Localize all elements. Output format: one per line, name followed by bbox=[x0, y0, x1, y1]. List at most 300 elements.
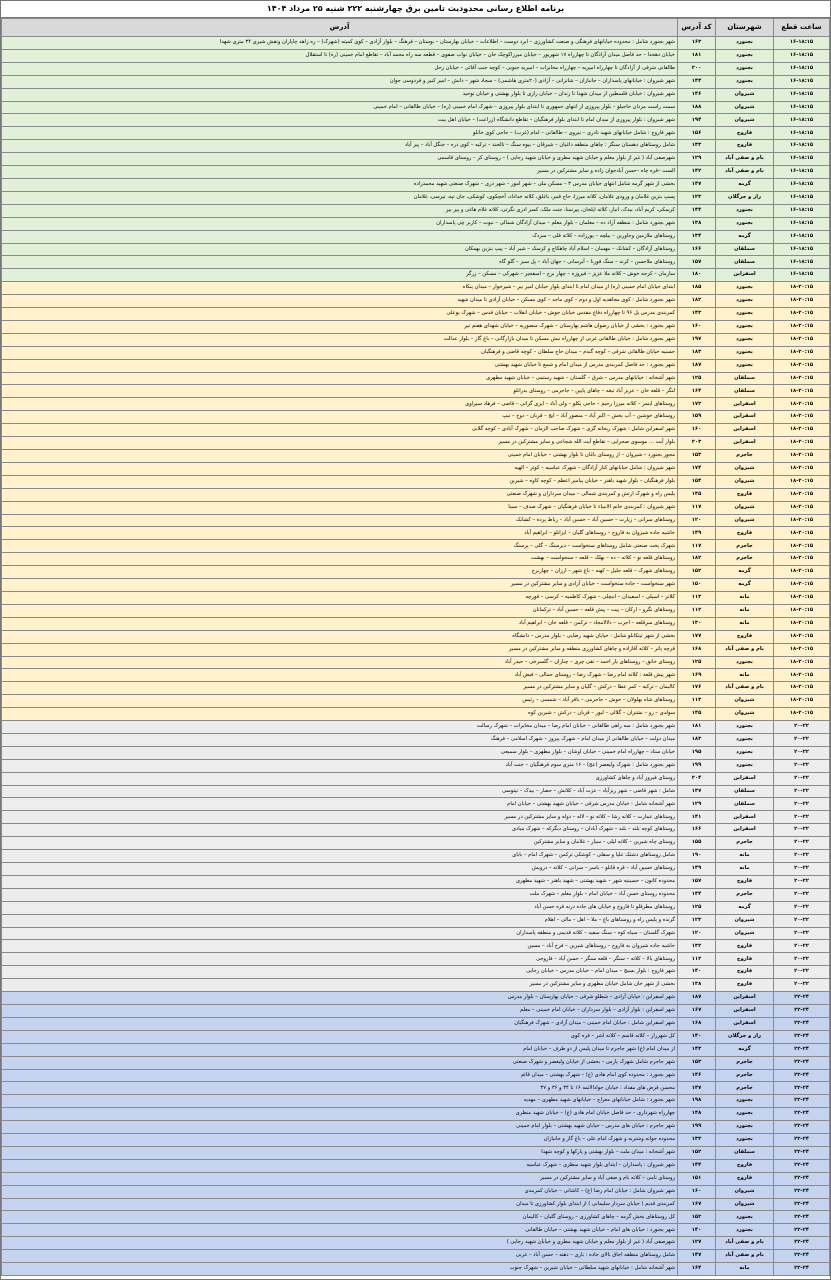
table-row bbox=[2, 617, 830, 630]
address-code: ۱۵۰ bbox=[678, 579, 716, 592]
city-name: سملقان bbox=[716, 798, 774, 811]
table-row bbox=[2, 153, 830, 166]
table-row bbox=[2, 437, 830, 450]
city-name: بجنورد bbox=[716, 1095, 774, 1108]
outage-time: ۲۰-۲۲ bbox=[774, 824, 830, 837]
outage-time: ۱۸-۲۰:۱۵ bbox=[774, 579, 830, 592]
address-text: بخشی از شهر خان شامل خیابان مطهری و سایر مشترکین در مسیر bbox=[2, 979, 678, 992]
table-row bbox=[2, 527, 830, 540]
address-code: ۱۶۴ bbox=[678, 1263, 716, 1276]
city-name: سملقان bbox=[716, 385, 774, 398]
table-row bbox=[2, 1185, 830, 1198]
outage-time: ۱۸-۲۰:۱۵ bbox=[774, 656, 830, 669]
address-code: ۱۳۳ bbox=[678, 1134, 716, 1147]
address-text: شهر فاروج : بلوار بسیج – میدان امام – خیابان مدرس – خیابان رجایی bbox=[2, 966, 678, 979]
table-row bbox=[2, 656, 830, 669]
address-code: ۱۴۴ bbox=[678, 888, 716, 901]
address-text: ابتدای خیابان امام خمینی (ره) از میدان امام تا ابتدای بلوار خیابان امیر بیر – شیرخوار – میدان پنکاه bbox=[2, 282, 678, 295]
outage-time: ۲۲-۲۴ bbox=[774, 1237, 830, 1250]
address-code: ۱۱۷ bbox=[678, 501, 716, 514]
address-code: ۲۰۳ bbox=[678, 437, 716, 450]
table-row bbox=[2, 785, 830, 798]
table-row bbox=[2, 1004, 830, 1017]
outage-time: ۱۶-۱۸:۱۵ bbox=[774, 204, 830, 217]
city-name: فاروج bbox=[716, 966, 774, 979]
table-row bbox=[2, 953, 830, 966]
table-row bbox=[2, 217, 830, 230]
city-name: بجنورد bbox=[716, 359, 774, 372]
outage-time: ۱۸-۲۰:۱۵ bbox=[774, 501, 830, 514]
address-code: ۱۹۹ bbox=[678, 1121, 716, 1134]
city-name: بجنورد bbox=[716, 1108, 774, 1121]
outage-time: ۱۸-۲۰:۱۵ bbox=[774, 462, 830, 475]
outage-time: ۱۸-۲۰:۱۵ bbox=[774, 514, 830, 527]
city-name: مانه bbox=[716, 591, 774, 604]
address-text: روستاهای شهرک – قلعه جلیل – کهنه – باغ شهر – ارزان – چهاربرج bbox=[2, 566, 678, 579]
table-row bbox=[2, 992, 830, 1005]
city-name: بجنورد bbox=[716, 308, 774, 321]
address-code: ۱۸۷ bbox=[678, 992, 716, 1005]
outage-time: ۱۶-۱۸:۱۵ bbox=[774, 62, 830, 75]
table-row bbox=[2, 230, 830, 243]
outage-time: ۲۲-۲۴ bbox=[774, 1263, 830, 1276]
address-text: شهر اسفراین : خیابان آزادی – شطلو شرقی – خیابان بهارستان – بلوار مدرس bbox=[2, 992, 678, 1005]
address-code: ۱۹۷ bbox=[678, 333, 716, 346]
outage-time: ۲۰-۲۲ bbox=[774, 953, 830, 966]
address-code: ۱۴۴ bbox=[678, 204, 716, 217]
city-name: گرمه bbox=[716, 230, 774, 243]
table-row bbox=[2, 604, 830, 617]
outage-time: ۱۸-۲۰:۱۵ bbox=[774, 308, 830, 321]
address-text: بخشی از شهر تیتکانلو شامل : خیابان شهید رضایی – بلوار مدرس – دانشگاه bbox=[2, 630, 678, 643]
city-name: شیروان bbox=[716, 708, 774, 721]
table-row bbox=[2, 669, 830, 682]
address-code: ۱۲۰ bbox=[678, 514, 716, 527]
address-text: کل شهرراز – کلاته قاسم – کلاته اشر – قره کوی bbox=[2, 1030, 678, 1043]
city-name: جاجرم bbox=[716, 553, 774, 566]
address-code: ۱۶۰ bbox=[678, 320, 716, 333]
city-name: شیروان bbox=[716, 114, 774, 127]
city-name: بجنورد bbox=[716, 746, 774, 759]
outage-table bbox=[1, 18, 830, 1276]
city-name: سملقان bbox=[716, 372, 774, 385]
city-name: بام و صفی آباد bbox=[716, 1237, 774, 1250]
city-name: شیروان bbox=[716, 695, 774, 708]
table-row bbox=[2, 1056, 830, 1069]
outage-time: ۱۸-۲۰:۱۵ bbox=[774, 346, 830, 359]
table-row bbox=[2, 553, 830, 566]
table-row bbox=[2, 424, 830, 437]
address-code: ۲۰۴ bbox=[678, 772, 716, 785]
outage-time: ۲۲-۲۴ bbox=[774, 1108, 830, 1121]
outage-time: ۱۸-۲۰:۱۵ bbox=[774, 669, 830, 682]
address-text: پسپ بنزین غلامان و ورودی غلامان، کلاته میرزا، حاج قنبر، باغلق، کلاته خداداد، آخچکوی، کوشکی، جان تپه، تیرسی، غلامان bbox=[2, 191, 678, 204]
address-text: سولدی – زو – نشتران – گلالی – لیور – قربان – درکش – شیرین کوه bbox=[2, 708, 678, 721]
city-name: فاروج bbox=[716, 527, 774, 540]
table-row bbox=[2, 1017, 830, 1030]
city-name: بجنورد bbox=[716, 295, 774, 308]
outage-time: ۲۰-۲۲ bbox=[774, 772, 830, 785]
city-name: فاروج bbox=[716, 953, 774, 966]
outage-time: ۱۶-۱۸:۱۵ bbox=[774, 243, 830, 256]
address-text: روستاهای مطرقلو تا فاروج و خیابان های جاده درنه قره حسن آباد bbox=[2, 901, 678, 914]
address-text: روستاهای نگرو – ارکان – پیت – پیش قلعه – حسین آباد – ترکمانان bbox=[2, 604, 678, 617]
city-name: شیروان bbox=[716, 927, 774, 940]
address-text: الست –قره چاه –حسن آبادجوان زاده و سایر مشترکین در مسیر bbox=[2, 166, 678, 179]
address-text: شهر بجنورد : بخشی از خیابان رضوان هاشم بهارستان – شهرک منصوریه – خیابان شهدای هفتم تیر bbox=[2, 320, 678, 333]
address-code: ۱۴۷ bbox=[678, 1082, 716, 1095]
address-code: ۱۳۰ bbox=[678, 617, 716, 630]
outage-time: ۲۲-۲۴ bbox=[774, 1185, 830, 1198]
outage-time: ۱۸-۲۰:۱۵ bbox=[774, 630, 830, 643]
outage-time: ۱۸-۲۰:۱۵ bbox=[774, 591, 830, 604]
address-text: روستای نامی – کلاته بام و صفی آباد و سایر مشترکین در مسیر bbox=[2, 1172, 678, 1185]
address-text: طالقانی شرقی از آزادگان تا چهارراه امیریه – چهارراه مخابرات – امیریه جنوبی – کوچه جنب آقائی – خیابان زحل bbox=[2, 62, 678, 75]
address-text: خیابان ستاد – چهارراه امام خمینی – خیابان اوشان – بلوار مطهری – بلوار سمیعی bbox=[2, 746, 678, 759]
table-row bbox=[2, 269, 830, 282]
table-row bbox=[2, 1211, 830, 1224]
outage-time: ۲۲-۲۴ bbox=[774, 1043, 830, 1056]
address-code: ۱۶۰ bbox=[678, 1185, 716, 1198]
outage-time: ۲۲-۲۴ bbox=[774, 1224, 830, 1237]
address-text: شهرک گلستان – سیاه کوه – سنگ سفید – کلاته قدیمی و منطقه پاسداران bbox=[2, 927, 678, 940]
table-row bbox=[2, 540, 830, 553]
address-text: پلیس راه و شهرک ارتش و کمربندی شمالی – میدان سرداران و شهرک صنعتی bbox=[2, 488, 678, 501]
address-code: ۱۲۹ bbox=[678, 798, 716, 811]
city-name: گرمه bbox=[716, 566, 774, 579]
table-row bbox=[2, 927, 830, 940]
address-code: ۱۲۵ bbox=[678, 656, 716, 669]
address-code: ۱۹۸ bbox=[678, 1095, 716, 1108]
city-name: جاجرم bbox=[716, 450, 774, 463]
table-row bbox=[2, 759, 830, 772]
outage-time: ۱۸-۲۰:۱۵ bbox=[774, 604, 830, 617]
table-row bbox=[2, 346, 830, 359]
outage-time: ۱۸-۲۰:۱۵ bbox=[774, 333, 830, 346]
address-text: شهر شیروان : شامل خیابانهای کنار آزادگان – شهرک عباسیه – کوثر – الهیه bbox=[2, 462, 678, 475]
address-text: بلوار آبت ... موسوی صحرایی – تقاطع آیت الله شجاعی و سایر مشترکین در مسیر bbox=[2, 437, 678, 450]
table-row bbox=[2, 320, 830, 333]
outage-time: ۲۰-۲۲ bbox=[774, 888, 830, 901]
address-text: کالیمان – ترکیه – کمر عطا – درکش – گلیان و سایر مشترکین در مسیر bbox=[2, 682, 678, 695]
table-row bbox=[2, 850, 830, 863]
address-code: ۱۶۷ bbox=[678, 1004, 716, 1017]
table-row bbox=[2, 630, 830, 643]
table-row bbox=[2, 166, 830, 179]
address-text: شهر آشخانه شامل : خیابانهای شهید سلطانی – خیابان شیرین – شهرک جنوب bbox=[2, 1263, 678, 1276]
address-code: ۱۹۹ bbox=[678, 759, 716, 772]
city-name: سملقان bbox=[716, 785, 774, 798]
address-text: حاشیه جاده شیروان به فاروج – روستاهای شیرین – فرخ آباد – مسین bbox=[2, 940, 678, 953]
outage-time: ۲۰-۲۲ bbox=[774, 863, 830, 876]
outage-time: ۱۸-۲۰:۱۵ bbox=[774, 643, 830, 656]
address-code: ۱۴۴ bbox=[678, 75, 716, 88]
address-code: ۱۹۵ bbox=[678, 746, 716, 759]
table-row bbox=[2, 746, 830, 759]
address-text: کلاتر – اسپلی – اسفیدان – انبچلی – شهرک کاظمیه – کرسی – قورچه bbox=[2, 591, 678, 604]
table-row bbox=[2, 979, 830, 992]
table-row bbox=[2, 37, 830, 50]
city-name: اسفراین bbox=[716, 411, 774, 424]
outage-time: ۱۸-۲۰:۱۵ bbox=[774, 424, 830, 437]
address-code: ۱۲۷ bbox=[678, 1237, 716, 1250]
address-text: محسن قرض های مقداد : خیابان جوادالائمه ۱۶ تا ۳۴ و ۳۶ و ۳۷ bbox=[2, 1082, 678, 1095]
address-text: شهر جاجرم : خیابان های مدرس – خیابان شهید بهشتی – بلوار امام خمینی bbox=[2, 1121, 678, 1134]
address-text: روستای فیروز آباد و چاهای کشاورزی bbox=[2, 772, 678, 785]
city-name: بجنورد bbox=[716, 1211, 774, 1224]
address-text: شهر شیروان : خیابانهای پاسداران – جانبازان – شانزانی – آزادی (۲۰متری هاشمی) – سجاد شهر – دانش – امیر کبیر و فردوسی جوان bbox=[2, 75, 678, 88]
table-row bbox=[2, 256, 830, 269]
address-code: ۱۸۷ bbox=[678, 359, 716, 372]
address-text: کمربندی مدرس پل ۹۶ تا چهارراه دفاع مقدس خیابان جوش – خیابان انقلاب – خیابان قدس – شهرک بوعلی bbox=[2, 308, 678, 321]
outage-time: ۱۶-۱۸:۱۵ bbox=[774, 49, 830, 62]
city-name: بام و صفی آباد bbox=[716, 643, 774, 656]
outage-time: ۱۶-۱۸:۱۵ bbox=[774, 101, 830, 114]
address-code: ۱۴۶ bbox=[678, 1069, 716, 1082]
outage-time: ۱۸-۲۰:۱۵ bbox=[774, 617, 830, 630]
outage-time: ۲۲-۲۴ bbox=[774, 1211, 830, 1224]
address-code: ۱۴۹ bbox=[678, 527, 716, 540]
table-row bbox=[2, 1134, 830, 1147]
address-code: ۱۵۹ bbox=[678, 411, 716, 424]
address-code: ۱۴۷ bbox=[678, 178, 716, 191]
address-code: ۱۹۰ bbox=[678, 850, 716, 863]
outage-time: ۱۶-۱۸:۱۵ bbox=[774, 230, 830, 243]
outage-time: ۲۲-۲۴ bbox=[774, 1069, 830, 1082]
city-name: مانه bbox=[716, 669, 774, 682]
outage-time: ۲۲-۲۴ bbox=[774, 1159, 830, 1172]
table-row bbox=[2, 1172, 830, 1185]
outage-time: ۱۸-۲۰:۱۵ bbox=[774, 488, 830, 501]
address-code: ۱۲۵ bbox=[678, 901, 716, 914]
address-text: میدان دولت – خیابان طالقانی از میدان امام – شهرک پیروز – شهرک اسلامی – فرهنگ bbox=[2, 733, 678, 746]
outage-time: ۱۸-۲۰:۱۵ bbox=[774, 295, 830, 308]
address-code: ۱۵۲ bbox=[678, 1146, 716, 1159]
table-row bbox=[2, 811, 830, 824]
address-text: روستاهای خوشین – آب بخش – اکبر آباد – منصور آباد – ایج – قربان – دوخ – تیپ bbox=[2, 411, 678, 424]
address-text: شهر بجنورد شامل : شهرک ولیعصر (عج) – ۱۶ متری سوم فرهنگیان – جنت آباد bbox=[2, 759, 678, 772]
table-row bbox=[2, 824, 830, 837]
address-text: شامل روستاهای منطقه اجاق بالای جاده : باری – دهنه – حسن آباد – غربی bbox=[2, 1250, 678, 1263]
table-row bbox=[2, 888, 830, 901]
city-name: شیروان bbox=[716, 1198, 774, 1211]
address-code: ۱۴۰ bbox=[678, 966, 716, 979]
city-name: فاروج bbox=[716, 488, 774, 501]
table-row bbox=[2, 682, 830, 695]
city-name: بام و صفی آباد bbox=[716, 153, 774, 166]
address-code: ۱۵۳ bbox=[678, 450, 716, 463]
address-code: ۱۲۳ bbox=[678, 914, 716, 927]
address-code: ۱۴۸ bbox=[678, 1108, 716, 1121]
outage-time: ۲۲-۲۴ bbox=[774, 1030, 830, 1043]
address-code: ۱۱۳ bbox=[678, 695, 716, 708]
address-text: شهر بجنورد : خیابان های امام – خیابان شهید بهشتی – خیابان طالقانی bbox=[2, 1224, 678, 1237]
address-code: ۱۷۴ bbox=[678, 462, 716, 475]
address-code: ۱۵۷ bbox=[678, 256, 716, 269]
address-code: ۱۶۶ bbox=[678, 243, 716, 256]
address-text: سارمان – کرجه خوش – کلاته ملا عزیز – فیروزه – چهار برج – اسفجیر – شهرکی – مسکن – زرگر bbox=[2, 269, 678, 282]
outage-time: ۲۰-۲۲ bbox=[774, 746, 830, 759]
address-code: ۱۸۵ bbox=[678, 282, 716, 295]
address-text: حاشیه جاده شیروان به فاروج – روستاهای گلیان – ایزانلو – ابراهیم آباد bbox=[2, 527, 678, 540]
table-row bbox=[2, 450, 830, 463]
outage-time: ۱۶-۱۸:۱۵ bbox=[774, 178, 830, 191]
header-address: آدرس bbox=[2, 19, 678, 37]
address-text: شهر بجنورد شامل : کوی مجاهدیه اول و دوم – کوی ماجد – کوی مسکن – خیابان آزادی تا میدان شهید bbox=[2, 295, 678, 308]
address-code: ۱۵۲ bbox=[678, 1211, 716, 1224]
address-text: شهر بجنورد : محدوده کوی امام هادی (ع) – شهرک بهشتی – میدان قائم bbox=[2, 1069, 678, 1082]
table-row bbox=[2, 591, 830, 604]
city-name: بجنورد bbox=[716, 656, 774, 669]
outage-time: ۲۲-۲۴ bbox=[774, 1121, 830, 1134]
city-name: راز و جرگلان bbox=[716, 1030, 774, 1043]
address-text: روستاهای ملاحسن – کرند – سنگ قورنا – آبرسانی – جهان آباد – پل سبز – گلو گاه bbox=[2, 256, 678, 269]
address-text: شهر شیروان : خیابان فلسطین از میدان شهدا تا زندان – خیابان رازی تا بلوار بهشتی و خیابان توحید bbox=[2, 88, 678, 101]
address-text: شهر جاجرم شامل شهرک پارس – بخشی از خیابان ولیعصر و شهرک صنعتی bbox=[2, 1056, 678, 1069]
address-text: بلوار فرهنگیان – بلوار شهید باهنر – خیابان پیامبر اعظم – کوچه کاوه – شیرین bbox=[2, 475, 678, 488]
city-name: فاروج bbox=[716, 140, 774, 153]
city-name: سملقان bbox=[716, 243, 774, 256]
outage-time: ۱۶-۱۸:۱۵ bbox=[774, 191, 830, 204]
outage-time: ۱۸-۲۰:۱۵ bbox=[774, 398, 830, 411]
address-text: کریمکی، کریم آباد، بیدک، انبار، کلاته ایلخان، پیرنمنا، جنت ملک، کسر ادری نگرتی، کلاته غلام هاغی و پیر بیر bbox=[2, 204, 678, 217]
city-name: فاروج bbox=[716, 940, 774, 953]
table-row bbox=[2, 1198, 830, 1211]
address-text: شهر بجنورد : شامل خیابانهای معراج – خیابانهای شهید مطهری – مهدیه bbox=[2, 1095, 678, 1108]
city-name: گرمه bbox=[716, 1043, 774, 1056]
outage-time: ۲۲-۲۴ bbox=[774, 1250, 830, 1263]
table-row bbox=[2, 178, 830, 191]
outage-time: ۱۸-۲۰:۱۵ bbox=[774, 450, 830, 463]
outage-time: ۲۰-۲۲ bbox=[774, 850, 830, 863]
address-code: ۱۴۷ bbox=[678, 1250, 716, 1263]
table-row bbox=[2, 940, 830, 953]
address-text: شهر آشخانه : میدان ملت – بلوار بهشتی و پارکها و کوچه شهدا bbox=[2, 1146, 678, 1159]
city-name: اسفراین bbox=[716, 424, 774, 437]
address-text: شامل روستاهای دشتک علیا و سفلی – کوشکی ترکمن – شهرک امام – بابای bbox=[2, 850, 678, 863]
outage-time: ۱۶-۱۸:۱۵ bbox=[774, 256, 830, 269]
outage-time: ۱۶-۱۸:۱۵ bbox=[774, 75, 830, 88]
outage-time: ۱۸-۲۰:۱۵ bbox=[774, 282, 830, 295]
table-row bbox=[2, 501, 830, 514]
city-name: بجنورد bbox=[716, 37, 774, 50]
address-code: ۱۸۸ bbox=[678, 101, 716, 114]
table-row bbox=[2, 566, 830, 579]
address-text: روستای خانق – روستاهای یار احمد – تقی چری – چناران – گلسرخی – حیدر آباد bbox=[2, 656, 678, 669]
city-name: فاروج bbox=[716, 1172, 774, 1185]
address-text: شهر آشخانه شامل : خیابان مدرس شرقی – خیابان شهید بهشتی – خیابان امام bbox=[2, 798, 678, 811]
table-row bbox=[2, 1159, 830, 1172]
city-name: اسفراین bbox=[716, 992, 774, 1005]
address-text: شهر بجنورد شامل : منطقه آزاد ده – معلمان – بلوار معلم – میدان آزادگان شمالی – نبوت – کاربر چی پاسداران bbox=[2, 217, 678, 230]
city-name: اسفراین bbox=[716, 1017, 774, 1030]
address-text: شهر اسفراین شامل : شهرک ریحانه گری – شهرک صاحب الزمان – شهرک آبادی – کوچه گلابی bbox=[2, 424, 678, 437]
table-row bbox=[2, 1069, 830, 1082]
address-text: سمت راست مردان حاجیلو – بلوار پیروزی از انتهای جمهوری تا ابتدای بلوار پیروزی – شهرک امام خمینی (ره) – خیابان طالقانی – امام خمینی bbox=[2, 101, 678, 114]
table-row bbox=[2, 1263, 830, 1276]
table-row bbox=[2, 901, 830, 914]
city-name: شیروان bbox=[716, 514, 774, 527]
city-name: بجنورد bbox=[716, 333, 774, 346]
header-time: ساعت قطع bbox=[774, 19, 830, 37]
outage-time: ۱۶-۱۸:۱۵ bbox=[774, 127, 830, 140]
city-name: فاروج bbox=[716, 630, 774, 643]
address-text: روستاهای کوچه بلند – بلند – شهرک آبادان – روستای دیگرکه – شهرک بنیادی bbox=[2, 824, 678, 837]
city-name: فاروج bbox=[716, 875, 774, 888]
city-name: بجنورد bbox=[716, 320, 774, 333]
outage-time: ۲۰-۲۲ bbox=[774, 785, 830, 798]
outage-time: ۱۶-۱۸:۱۵ bbox=[774, 166, 830, 179]
outage-time: ۲۲-۲۴ bbox=[774, 1198, 830, 1211]
address-code: ۱۵۱ bbox=[678, 1172, 716, 1185]
table-row bbox=[2, 295, 830, 308]
outage-time: ۲۲-۲۴ bbox=[774, 1004, 830, 1017]
address-code: ۱۸۱ bbox=[678, 49, 716, 62]
table-row bbox=[2, 127, 830, 140]
city-name: بجنورد bbox=[716, 733, 774, 746]
address-text: روستاهای بالا – کلاته – سنگر – قلعه سنگر – حسن آباد – فاروجی bbox=[2, 953, 678, 966]
address-text: قرچه پاتر – کلاته آقازاده و چاهای کشاورزی منطقه و سایر مشترکین در مسیر bbox=[2, 643, 678, 656]
city-name: بجنورد bbox=[716, 204, 774, 217]
address-text: روستاهای آزادگان – کشانک – مهسان – اسلام آباد چاهکاچ و کرسک – شیر آباد – پیپ بنزین بهمکان bbox=[2, 243, 678, 256]
outage-time: ۲۲-۲۴ bbox=[774, 1095, 830, 1108]
outage-time: ۲۰-۲۲ bbox=[774, 733, 830, 746]
table-row bbox=[2, 966, 830, 979]
address-code: ۱۸۰ bbox=[678, 269, 716, 282]
table-row bbox=[2, 411, 830, 424]
city-name: گرمه bbox=[716, 579, 774, 592]
address-text: شهر سنخواست – جاده سنخواست – خیابان آزادی و سایر مشترکین در مسیر bbox=[2, 579, 678, 592]
table-row bbox=[2, 1250, 830, 1263]
table-row bbox=[2, 1224, 830, 1237]
city-name: مانه bbox=[716, 850, 774, 863]
city-name: شیروان bbox=[716, 101, 774, 114]
city-name: مانه bbox=[716, 863, 774, 876]
city-name: اسفراین bbox=[716, 1004, 774, 1017]
outage-time: ۱۸-۲۰:۱۵ bbox=[774, 566, 830, 579]
address-code: ۱۳۸ bbox=[678, 217, 716, 230]
city-name: مانه bbox=[716, 604, 774, 617]
table-row bbox=[2, 708, 830, 721]
address-code: ۱۴۵ bbox=[678, 488, 716, 501]
table-row bbox=[2, 333, 830, 346]
city-name: اسفراین bbox=[716, 811, 774, 824]
address-text: شهر اسفراین شامل : خیابان امام خمینی – میدان آزادی – شهرک فرهنگیان bbox=[2, 1017, 678, 1030]
outage-time: ۲۲-۲۴ bbox=[774, 1134, 830, 1147]
table-row bbox=[2, 88, 830, 101]
address-text: شهر اسفراین : بلوار آزادی – بلوار سرداران – خیابان امام خمینی – معلم bbox=[2, 1004, 678, 1017]
city-name: مانه bbox=[716, 617, 774, 630]
city-name: شیروان bbox=[716, 914, 774, 927]
table-row bbox=[2, 514, 830, 527]
table-row bbox=[2, 1237, 830, 1250]
city-name: شیروان bbox=[716, 1185, 774, 1198]
table-row bbox=[2, 1108, 830, 1121]
table-row bbox=[2, 721, 830, 734]
address-code: ۱۴۰ bbox=[678, 1224, 716, 1237]
outage-time: ۲۰-۲۲ bbox=[774, 875, 830, 888]
address-text: شهر شیروان : بلوار پیروزی از میدان امام تا ابتدای بلوار فرهنگیان – تقاطع دانشگاه (زراعت) – خیابان اهل بیت bbox=[2, 114, 678, 127]
table-row bbox=[2, 837, 830, 850]
address-code: ۱۳۸ bbox=[678, 979, 716, 992]
address-text: شهر پیش قلعه : کلاته امام رضا – شهرک رضا – روستای جمالی – فیض آباد bbox=[2, 669, 678, 682]
address-text: محدوده روستای حسن آباد – خیابان امام – بلوار معلم – شهرک ملت bbox=[2, 888, 678, 901]
table-row bbox=[2, 488, 830, 501]
address-text: گرنده و پلیس راه و روستاهای باغ – ملا – اهل – مالی – اهلام bbox=[2, 914, 678, 927]
outage-time: ۲۲-۲۴ bbox=[774, 1017, 830, 1030]
outage-time: ۲۲-۲۴ bbox=[774, 1146, 830, 1159]
address-code: ۱۶۰ bbox=[678, 424, 716, 437]
